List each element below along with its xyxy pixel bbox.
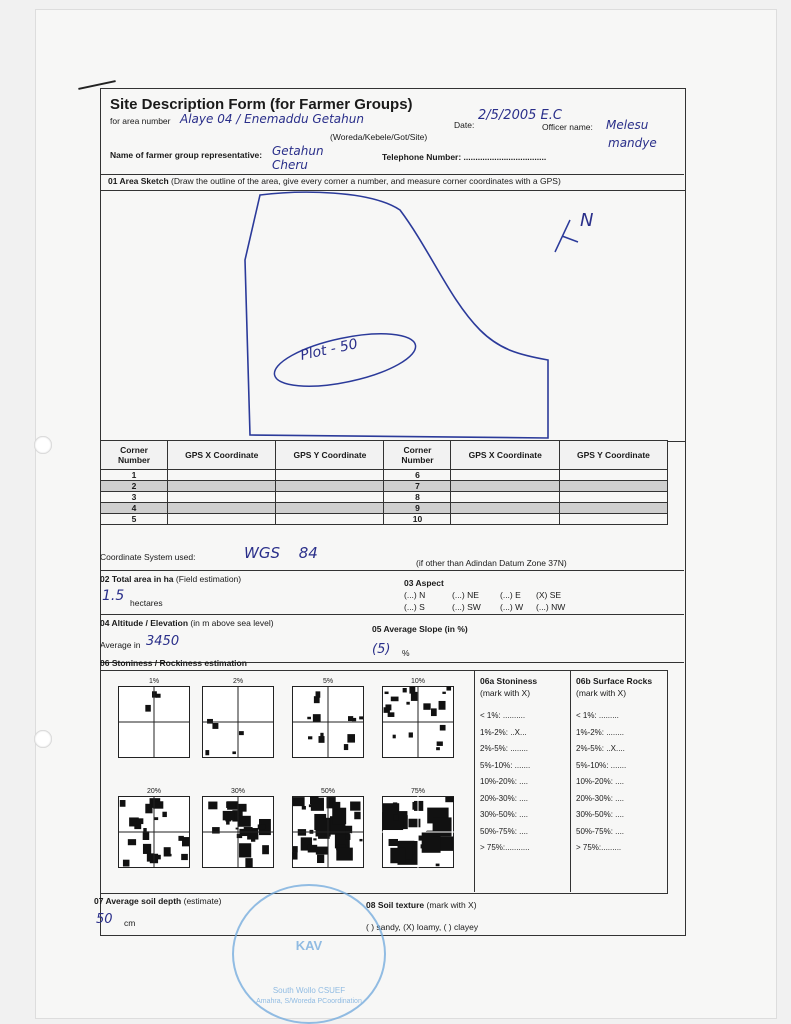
stone-mark	[212, 723, 218, 729]
stone-mark	[313, 714, 321, 722]
aspect-option[interactable]: (...) W	[500, 602, 524, 612]
sec07-header	[94, 896, 221, 906]
stone-mark	[308, 845, 318, 853]
coord-value: WGS 84	[244, 544, 318, 562]
sec08-hint: (mark with X)	[426, 900, 477, 910]
stone-mark	[390, 848, 405, 863]
stoniness-option[interactable]: 5%-10%: .......	[480, 760, 531, 770]
form-title: Site Description Form (for Farmer Groups)	[110, 96, 413, 113]
sec02-header	[100, 574, 241, 584]
stamp-center: KAV	[295, 938, 323, 953]
col-corner: Corner Number	[101, 441, 168, 470]
aspect-options	[404, 590, 584, 612]
stone-mark	[147, 853, 154, 861]
stone-mark	[445, 797, 454, 802]
stone-mark	[336, 848, 353, 861]
corner-number: 3	[101, 492, 168, 503]
stone-mark	[440, 725, 446, 731]
stone-mark	[332, 808, 346, 824]
aspect-option[interactable]: (...) NW	[536, 602, 566, 612]
area-label: for area number	[110, 116, 171, 126]
stone-mark	[393, 814, 399, 820]
area-hint: (Woreda/Kebele/Got/Site)	[330, 132, 428, 142]
stoniness-option[interactable]: 20%-30%: ....	[480, 793, 529, 803]
surface-rock-option[interactable]: > 75%:.........	[576, 843, 622, 852]
stone-mark	[168, 854, 172, 857]
stone-mark	[232, 751, 236, 754]
plot-ellipse	[270, 324, 420, 397]
stone-mark	[348, 716, 353, 721]
stone-mark	[354, 812, 360, 819]
sec04-hint: (in m above sea level)	[190, 618, 274, 628]
stoniness-option[interactable]: 10%-20%: ....	[480, 777, 529, 786]
corner-number: 9	[384, 503, 451, 514]
stoniness-chart-label: 20%	[146, 788, 161, 795]
table-row	[101, 470, 668, 481]
soil-depth-unit: cm	[124, 918, 136, 928]
sec06a-sub: (mark with X)	[480, 688, 531, 698]
stone-mark	[245, 858, 252, 868]
north-label: N	[580, 210, 594, 231]
stone-mark	[409, 687, 415, 694]
slope-value: (5)	[372, 642, 391, 657]
stoniness-chart	[292, 686, 364, 758]
corner-number: 1	[101, 470, 168, 481]
sec08-label: 08 Soil texture	[366, 900, 425, 910]
stone-mark	[181, 854, 188, 860]
sec01-label: 01 Area Sketch	[108, 176, 169, 186]
stone-mark	[403, 688, 407, 692]
punch-hole	[34, 730, 52, 748]
aspect-option[interactable]: (...) NE	[452, 590, 479, 600]
area-ha-unit: hectares	[130, 598, 163, 608]
officer-value: Melesu	[606, 118, 649, 132]
stone-mark	[393, 802, 397, 807]
stamp-line2: Amahra, S/Woreda PCoordination	[256, 998, 362, 1005]
stone-mark	[212, 827, 220, 833]
gps-table	[100, 440, 668, 525]
table-row	[101, 492, 668, 503]
surface-rock-option[interactable]: 20%-30%: ....	[576, 793, 625, 803]
stone-mark	[239, 731, 244, 735]
area-ha-value: 1.5	[102, 588, 125, 604]
soil-texture-options[interactable]: ( ) sandy, (X) loamy, ( ) clayey	[366, 922, 479, 932]
stoniness-option[interactable]: 1%-2%: ..X...	[480, 727, 527, 737]
stone-mark	[319, 736, 325, 743]
sec05-label: 05 Average Slope (in %)	[372, 624, 468, 634]
stone-mark	[436, 747, 440, 750]
stone-mark	[226, 820, 230, 825]
stoniness-chart	[118, 686, 190, 758]
stone-mark	[145, 705, 150, 712]
stone-mark	[385, 692, 389, 694]
rep-value: Getahun Cheru	[272, 144, 324, 172]
divider	[100, 614, 684, 615]
stone-mark	[258, 824, 265, 829]
surface-rock-option[interactable]: 1%-2%: ........	[576, 727, 625, 737]
sec07-label: 07 Average soil depth	[94, 896, 182, 906]
soil-depth-value: 50	[96, 912, 113, 927]
stoniness-option[interactable]: 50%-75%: ....	[480, 826, 529, 836]
rep-label: Name of farmer group representative:	[110, 150, 263, 160]
stoniness-chart	[382, 686, 454, 758]
stone-mark	[359, 839, 362, 841]
stoniness-options	[480, 708, 530, 857]
stone-mark	[293, 846, 298, 852]
stoniness-chart	[292, 796, 364, 868]
stone-mark	[332, 802, 340, 810]
stone-mark	[207, 719, 213, 724]
punch-hole	[34, 436, 52, 454]
altitude-avg-label: Average in	[100, 640, 141, 650]
sec06b-sub: (mark with X)	[576, 688, 627, 698]
table-row	[101, 481, 668, 492]
stone-mark	[408, 819, 420, 828]
stone-mark	[292, 797, 304, 806]
stone-mark	[123, 860, 130, 867]
stone-mark	[136, 818, 143, 824]
stone-mark	[439, 701, 446, 710]
stone-mark	[423, 703, 430, 709]
stone-mark	[388, 712, 395, 717]
stone-mark	[409, 732, 413, 737]
date-label: Date:	[454, 120, 475, 130]
col-x: GPS X Coordinate	[168, 441, 276, 470]
officer-label: Officer name:	[542, 122, 593, 132]
stoniness-chart	[202, 796, 274, 868]
stone-mark	[316, 691, 321, 697]
aspect-option[interactable]: (...) N	[404, 590, 426, 600]
stone-mark	[406, 702, 409, 705]
stone-mark	[359, 716, 363, 719]
coord-label: Coordinate System used:	[100, 552, 196, 562]
divider	[100, 570, 684, 571]
sec03-label: 03 Aspect	[404, 578, 444, 588]
stoniness-chart-label: 75%	[410, 788, 425, 795]
stoniness-chart-label: 30%	[230, 788, 245, 795]
stone-mark	[391, 697, 399, 702]
table-row	[101, 503, 668, 514]
aspect-option[interactable]: (...) S	[404, 602, 425, 612]
sec01-header	[108, 176, 678, 186]
stone-mark	[433, 817, 452, 836]
sec06a-head: 06a Stoniness	[480, 676, 538, 686]
officer-value-2: mandye	[608, 136, 657, 150]
stoniness-option[interactable]: 30%-50%: ....	[480, 810, 529, 819]
stone-mark	[154, 855, 161, 860]
official-stamp	[232, 884, 386, 1024]
corner-number: 8	[384, 492, 451, 503]
stone-mark	[178, 836, 183, 841]
stoniness-chart-label: 2%	[232, 678, 244, 685]
sec06-label: 06 Stoniness / Rockiness estimation	[100, 658, 247, 668]
sec01-hint: (Draw the outline of the area, give every corner a number, and measure corner coordinates with a GPS)	[171, 176, 561, 186]
stone-mark	[153, 801, 163, 808]
stone-mark	[347, 734, 355, 742]
sketch-outline	[245, 192, 548, 438]
stone-mark	[345, 834, 350, 840]
stone-mark	[162, 812, 166, 817]
stone-mark	[442, 692, 445, 694]
stoniness-chart-label: 10%	[410, 678, 425, 685]
stone-mark	[307, 717, 311, 719]
stone-mark	[414, 801, 423, 811]
surface-rock-option[interactable]: 5%-10%: .......	[576, 760, 627, 770]
stone-mark	[398, 811, 408, 818]
stone-mark	[313, 838, 316, 840]
divider	[100, 174, 684, 175]
slope-unit: %	[402, 648, 410, 658]
corner-number: 2	[101, 481, 168, 492]
area-value: Alaye 04 / Enemaddu Getahun	[180, 112, 364, 126]
date-value: 2/5/2005 E.C	[478, 108, 562, 123]
stone-mark	[393, 735, 396, 739]
surface-rock-option[interactable]: 50%-75%: ....	[576, 826, 625, 836]
area-sketch	[100, 190, 684, 440]
stamp-line1: South Wollo CSUEF	[272, 986, 346, 995]
stone-mark	[308, 736, 312, 739]
divider	[474, 670, 475, 892]
stoniness-chart	[202, 686, 274, 758]
stoniness-chart	[382, 796, 454, 868]
corner-number: 10	[384, 514, 451, 525]
aspect-option[interactable]: (X) SE	[536, 590, 562, 600]
col-y: GPS Y Coordinate	[559, 441, 667, 470]
stone-mark	[238, 816, 251, 827]
stone-mark	[431, 708, 437, 716]
stone-mark	[302, 806, 306, 810]
col-corner: Corner Number	[384, 441, 451, 470]
stone-mark	[317, 855, 324, 863]
stone-mark	[316, 847, 328, 855]
stoniness-option[interactable]: 2%-5%: ........	[480, 744, 529, 753]
sec04-label: 04 Altitude / Elevation	[100, 618, 189, 628]
stoniness-chart-label: 1%	[148, 678, 160, 685]
stone-mark	[385, 704, 391, 710]
sec07-hint: (estimate)	[183, 896, 222, 906]
stone-mark	[389, 839, 398, 846]
coord-note: (if other than Adindan Datum Zone 37N)	[416, 558, 567, 568]
north-arrow	[555, 220, 578, 252]
surface-rock-option[interactable]: 2%-5%: ..X....	[576, 744, 625, 753]
corner-number: 4	[101, 503, 168, 514]
stone-mark	[143, 844, 151, 854]
stone-mark	[437, 741, 443, 745]
surface-rock-option[interactable]: < 1%: .........	[576, 711, 619, 720]
stone-mark	[223, 811, 235, 820]
col-y: GPS Y Coordinate	[276, 441, 384, 470]
sec04-header	[100, 618, 274, 628]
stone-mark	[238, 804, 247, 812]
stone-mark	[350, 802, 360, 811]
stone-mark	[344, 744, 348, 750]
col-x: GPS X Coordinate	[451, 441, 559, 470]
plot-label: Plot - 50	[298, 336, 360, 364]
sec08-header	[366, 900, 477, 910]
stoniness-chart-label: 5%	[322, 678, 334, 685]
stoniness-option[interactable]: < 1%: ..........	[480, 711, 526, 720]
divider	[570, 670, 571, 892]
corner-number: 5	[101, 514, 168, 525]
stoniness-option[interactable]: > 75%:...........	[480, 843, 530, 852]
stone-mark	[436, 864, 440, 867]
sec06b-head: 06b Surface Rocks	[576, 676, 653, 686]
stone-mark	[208, 802, 217, 810]
stone-mark	[446, 686, 451, 690]
sec02-hint: (Field estimation)	[175, 574, 242, 584]
stone-mark	[120, 800, 126, 807]
stoniness-chart	[118, 796, 190, 868]
stone-mark	[311, 798, 324, 811]
stone-mark	[226, 801, 235, 807]
aspect-option[interactable]: (...) E	[500, 590, 521, 600]
stone-mark	[262, 845, 269, 854]
stone-mark	[320, 733, 323, 737]
stone-mark	[128, 839, 136, 845]
phone-label: Telephone Number: ...................................	[382, 152, 547, 162]
sec02-label: 02 Total area in ha	[100, 574, 174, 584]
stoniness-chart-label: 50%	[320, 788, 335, 795]
corner-number: 7	[384, 481, 451, 492]
stone-mark	[239, 843, 251, 857]
table-row	[101, 514, 668, 525]
aspect-option[interactable]: (...) SW	[452, 602, 481, 612]
altitude-value: 3450	[146, 634, 180, 649]
corner-number: 6	[384, 470, 451, 481]
surface-rock-option[interactable]: 30%-50%: ....	[576, 810, 625, 819]
surface-rock-options	[576, 708, 626, 857]
surface-rock-option[interactable]: 10%-20%: ....	[576, 777, 625, 786]
stone-mark	[205, 750, 209, 755]
stone-mark	[292, 852, 297, 859]
